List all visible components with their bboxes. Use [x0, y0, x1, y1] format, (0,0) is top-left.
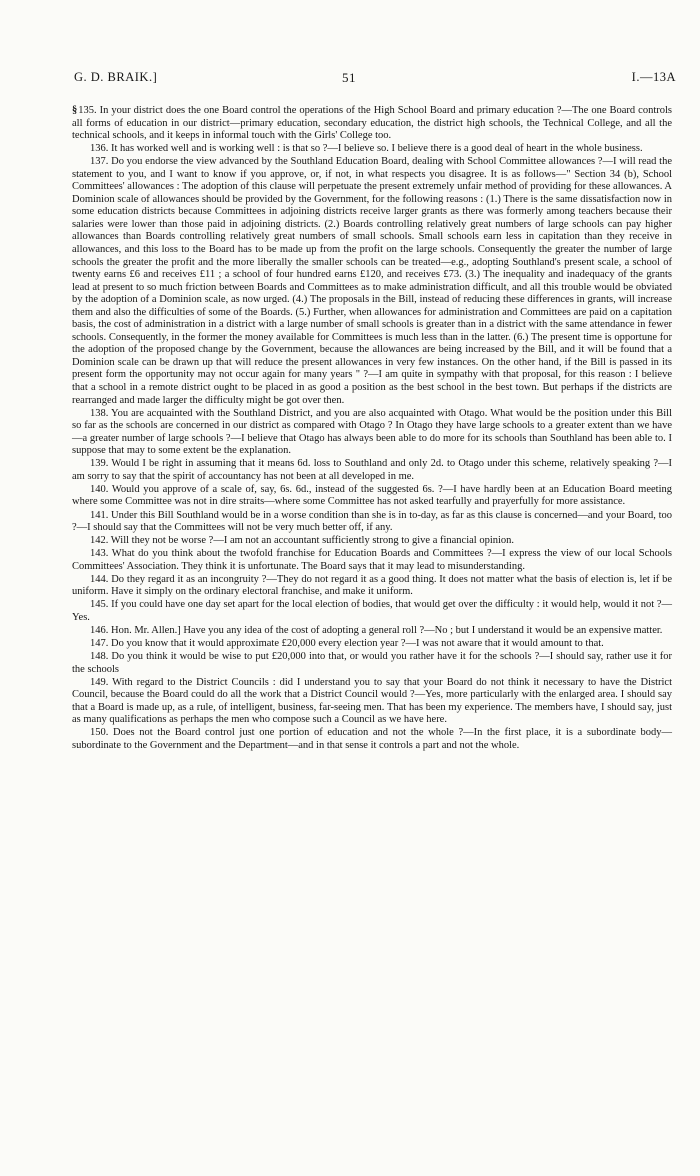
- paragraph-146: 146. Hon. Mr. Allen.] Have you any idea of the cost of adopting a general roll ?—No ; but I understand it would be an expensive matter.: [90, 624, 663, 636]
- header-paper-number: I.—13A: [631, 70, 676, 84]
- header-witness: G. D. BRAIK.]: [74, 70, 158, 84]
- paragraph-139: 139. Would I be right in assuming that it means 6d. loss to Southland and only 2d. to Otago under this scheme, relatively speaking ?—I am sorry to say that the spirit of accountancy has not been at all developed in me.: [72, 458, 672, 482]
- page-number: 51: [342, 70, 356, 85]
- section-mark: §: [72, 105, 78, 116]
- paragraph-138: 138. You are acquainted with the Southland District, and you are also acquainted with Otago. What would be the position under this Bill so far as the schools are concerned in our district as compared with Otago ? In Otago they have large schools to a greater extent than we have—a greater number of large schools ?—I believe that Otago has always been able to do more for its schools than Southland has been able to. I suppose that may to some extent be the explanation.: [72, 407, 672, 457]
- paragraph-144: 144. Do they regard it as an incongruity ?—They do not regard it as a good thing. It does not matter what the basis of election is, let if be uniform. Have it simply on the ordinary electoral franchise, and make it uniform.: [72, 573, 672, 598]
- paragraph-136: 136. It has worked well and is working well : is that so ?—I believe so. I believe there is a good deal of heart in the whole business.: [90, 143, 643, 155]
- evidence-text: [72, 105, 672, 753]
- paragraph-148: 148. Do you think it would be wise to put £20,000 into that, or would you rather have it for the schools ?—I should say, rather use it for the schools: [72, 651, 672, 675]
- paragraph-141: 141. Under this Bill Southland would be in a worse condition than she is in to-day, as far as this clause is concerned—and your Board, too ?—I should say that the Committees will not be very much better off, if any.: [72, 509, 672, 534]
- paragraph-140: 140. Would you approve of a scale of, say, 6s. 6d., instead of the suggested 6s. ?—I have hardly been at an Education Board meeting where some Committee was not in dire straits—where some Committee has not asked tearfully and prayerfully for more assistance.: [72, 483, 672, 508]
- paragraph-135: [72, 105, 672, 143]
- paragraph-text: 135. In your district does the one Board control the operations of the High School Board and primary education ?—The one Board controls all forms of education in our district—primary education, secondary education, the district high schools, the Technical College, and all the technical schools, and it keeps in informal touch with the Girls' College too.: [72, 105, 672, 142]
- paragraph-150: 150. Does not the Board control just one portion of education and not the whole ?—In the first place, it is a subordinate body—subordinate to the Government and the Department—and in that sense it controls a part and not the whole.: [72, 727, 672, 751]
- paragraph-137: 137. Do you endorse the view advanced by the Southland Education Board, dealing with School Committee allowances ?—I will read the statement to you, and I want to know if you approve, or, if not, in what respects you disagree. It is as follows—" Section 34 (b), School Committees' allowances : The adoption of this clause will perpetuate the present extremely unfair method of providing for these allowances. A Dominion scale of allowances should be provided by the Government, for the following reasons : (1.) There is the same dissatisfaction now in some education districts because Committees in adjoining districts receive larger grants as there was formerly among teachers because their salaries were lower than those paid in adjoining districts. (2.) Boards controlling relatively great numbers of large schools can pay higher allowances than Boards controlling relatively great numbers of small schools. Small schools earn less in capitation than they receive in allowances, and this loss to the Board has to be made up from the profit on the large schools. Consequently the greater the number of large schools the greater the profit and the more liberally the smaller schools can be treated—e.g., adopting Southland's present scale, a school of twenty earns £6 and receives £11 ; a school of four hundred earns £120, and receives £73. (3.) The inequality and inadequacy of the grants lead at present to so much friction between Boards and Committees as to make administration difficult, and all this trouble would be obviated by the adoption of a Dominion scale, as now urged. (4.) The proposals in the Bill, instead of reducing these differences in grants, will increase them and also the difficulties of some of the Boards. (5.) Further, when allowances for administration and Committees are paid on a capitation basis, the cost of administration in a district with a large number of small schools is greater than in a district with the same attendance in fewer schools. Consequently, in the former the money available for Committees is much less than in the latter. (6.) The present time is opportune for the adoption of the proposed change by the Government, because the allowances are being increased by the Bill, and it will be found that a Dominion scale can be drawn up that will reduce the present allowances in very few instances. On the other hand, if the Bill is passed in its present form the opportunity may not occur again for many years " ?—I am quite in sympathy with that proposal, for this reason : I believe that a school in a remote district ought to be placed in as good a position as the best school in the best town. But perhaps if the districts are rearranged and made larger the difficulty might be got over then.: [72, 156, 672, 406]
- paragraph-149: 149. With regard to the District Councils : did I understand you to say that your Board do not think it necessary to have the District Council, because the Board could do all the work that a District Council would ?—Yes, more particularly with the enlarged area. I should say that a Board is made up, as a rule, of intelligent, business, far-seeing men. That has been my experience. The members have, I should say, just as many qualifications as perhaps the men who compose such a Council as we have here.: [72, 676, 672, 726]
- paragraph-145: 145. If you could have one day set apart for the local election of bodies, that would get over the difficulty : it would help, would it not ?—Yes.: [72, 599, 672, 623]
- running-header: [74, 70, 676, 90]
- paragraph-147: 147. Do you know that it would approximate £20,000 every election year ?—I was not aware that it would amount to that.: [90, 637, 604, 649]
- paragraph-142: 142. Will they not be worse ?—I am not an accountant sufficiently strong to give a financial opinion.: [90, 535, 515, 547]
- paragraph-143: 143. What do you think about the twofold franchise for Education Boards and Committees ?—I express the view of our local Schools Committees' Association. They think it is unfortunate. The Board says that it may lead to misunderstanding.: [72, 548, 672, 572]
